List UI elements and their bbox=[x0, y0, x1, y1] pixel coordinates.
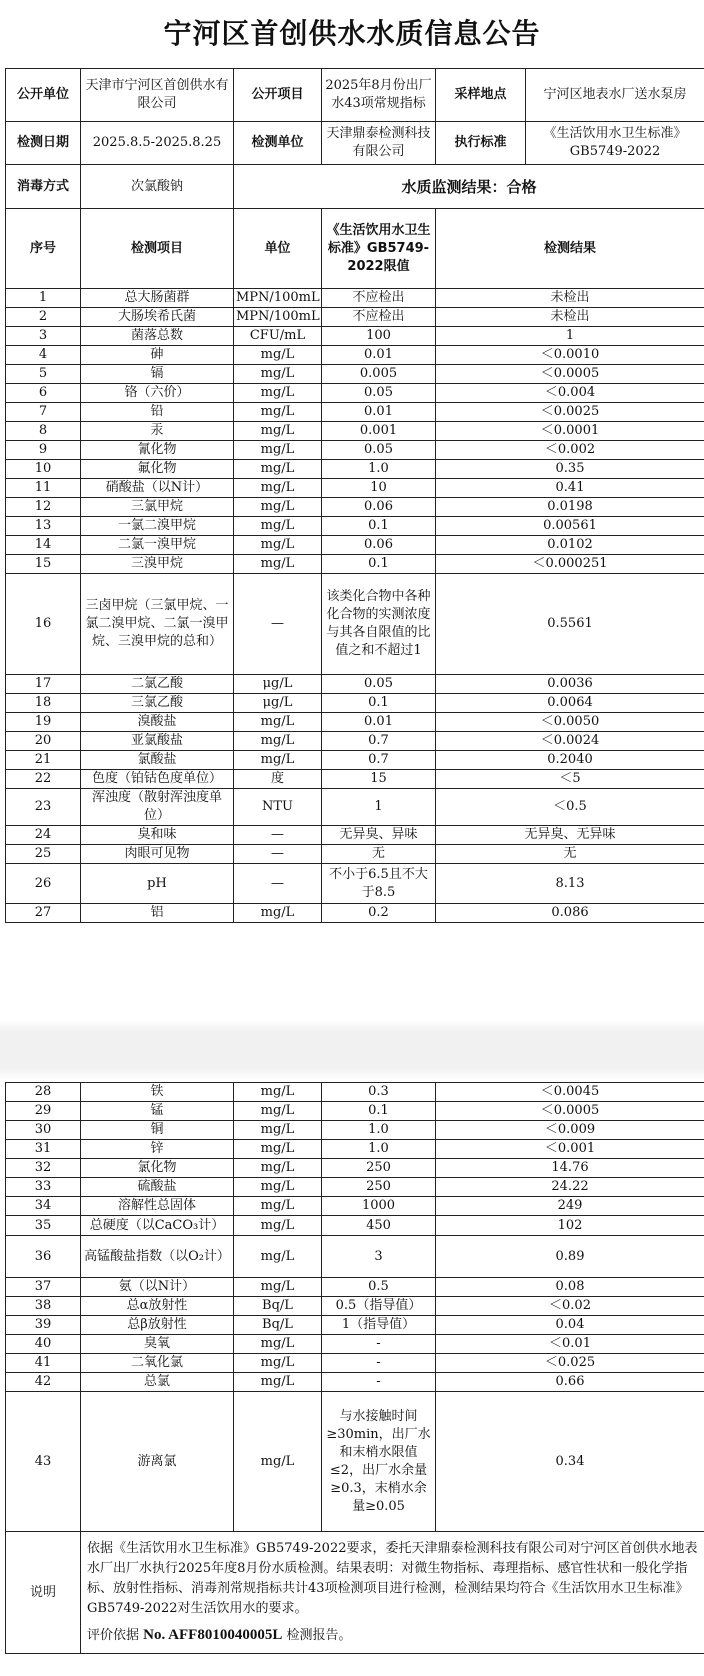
header-row-3 bbox=[6, 165, 704, 209]
table-row bbox=[6, 675, 704, 694]
cell-unit: mg/L bbox=[234, 1278, 322, 1297]
value-test-date: 2025.8.5-2025.8.25 bbox=[81, 122, 234, 165]
table-row bbox=[6, 845, 704, 864]
cell-limit: 0.5 bbox=[322, 1278, 436, 1297]
water-quality-table-part2 bbox=[5, 1082, 704, 1654]
cell-limit: 该类化合物中各种化合物的实测浓度与其各自限值的比值之和不超过1 bbox=[322, 574, 436, 675]
cell-result: 0.35 bbox=[436, 460, 704, 479]
cell-unit: — bbox=[234, 845, 322, 864]
cell-no: 24 bbox=[6, 826, 81, 845]
cell-unit: μg/L bbox=[234, 694, 322, 713]
table-row bbox=[6, 1178, 704, 1197]
table-row bbox=[6, 1159, 704, 1178]
cell-limit: 与水接触时间≥30min，出厂水和末梢水限值≤2，出厂水余量≥0.3，末梢水余量≥0.05 bbox=[322, 1392, 436, 1532]
cell-item: 臭和味 bbox=[81, 826, 234, 845]
cell-no: 28 bbox=[6, 1083, 81, 1102]
cell-unit: mg/L bbox=[234, 1178, 322, 1197]
cell-result: ＜0.025 bbox=[436, 1354, 704, 1373]
cell-no: 8 bbox=[6, 422, 81, 441]
note-report-line bbox=[87, 1625, 698, 1646]
cell-result: 0.0198 bbox=[436, 498, 704, 517]
cell-result: 0.086 bbox=[436, 904, 704, 923]
cell-no: 30 bbox=[6, 1121, 81, 1140]
cell-item: 二氯乙酸 bbox=[81, 675, 234, 694]
table-row bbox=[6, 1392, 704, 1532]
cell-no: 43 bbox=[6, 1392, 81, 1532]
cell-limit: 1000 bbox=[322, 1197, 436, 1216]
label-publish-item: 公开项目 bbox=[234, 69, 322, 122]
cell-unit: — bbox=[234, 864, 322, 904]
col-no: 序号 bbox=[6, 209, 81, 289]
cell-limit: 1（指导值） bbox=[322, 1316, 436, 1335]
cell-item: 氰化物 bbox=[81, 441, 234, 460]
table-row bbox=[6, 1197, 704, 1216]
cell-item: 氯酸盐 bbox=[81, 751, 234, 770]
cell-item: 总β放射性 bbox=[81, 1316, 234, 1335]
cell-no: 26 bbox=[6, 864, 81, 904]
table-row bbox=[6, 1102, 704, 1121]
table-row bbox=[6, 498, 704, 517]
cell-no: 20 bbox=[6, 732, 81, 751]
col-unit: 单位 bbox=[234, 209, 322, 289]
label-publish-unit: 公开单位 bbox=[6, 69, 81, 122]
note-report-prefix: 评价依据 bbox=[87, 1628, 140, 1643]
cell-unit: mg/L bbox=[234, 1373, 322, 1392]
cell-no: 34 bbox=[6, 1197, 81, 1216]
cell-unit: mg/L bbox=[234, 422, 322, 441]
cell-limit: 1 bbox=[322, 789, 436, 826]
cell-no: 19 bbox=[6, 713, 81, 732]
cell-item: 总硬度（以CaCO₃计） bbox=[81, 1216, 234, 1236]
table-row bbox=[6, 770, 704, 789]
table-row bbox=[6, 346, 704, 365]
cell-unit: mg/L bbox=[234, 1354, 322, 1373]
cell-limit: 0.3 bbox=[322, 1083, 436, 1102]
cell-unit: μg/L bbox=[234, 675, 322, 694]
cell-result: ＜0.0010 bbox=[436, 346, 704, 365]
cell-limit: 0.1 bbox=[322, 1102, 436, 1121]
cell-unit: mg/L bbox=[234, 441, 322, 460]
cell-unit: mg/L bbox=[234, 713, 322, 732]
cell-result: ＜0.0050 bbox=[436, 713, 704, 732]
table-row bbox=[6, 904, 704, 923]
cell-item: 大肠埃希氏菌 bbox=[81, 308, 234, 327]
cell-unit: mg/L bbox=[234, 555, 322, 574]
cell-unit: mg/L bbox=[234, 346, 322, 365]
value-publish-unit: 天津市宁河区首创供水有限公司 bbox=[81, 69, 234, 122]
cell-no: 35 bbox=[6, 1216, 81, 1236]
cell-result: ＜0.002 bbox=[436, 441, 704, 460]
cell-no: 13 bbox=[6, 517, 81, 536]
cell-limit: 0.1 bbox=[322, 555, 436, 574]
water-quality-table-part1 bbox=[5, 68, 704, 923]
value-disinfection: 次氯酸钠 bbox=[81, 165, 234, 209]
cell-result: ＜0.0005 bbox=[436, 1102, 704, 1121]
cell-limit: 0.001 bbox=[322, 422, 436, 441]
cell-no: 41 bbox=[6, 1354, 81, 1373]
cell-no: 3 bbox=[6, 327, 81, 346]
cell-item: 三卤甲烷（三氯甲烷、一氯二溴甲烷、二氯一溴甲烷、三溴甲烷的总和） bbox=[81, 574, 234, 675]
cell-result: 14.76 bbox=[436, 1159, 704, 1178]
col-limit: 《生活饮用水卫生标准》GB5749-2022限值 bbox=[322, 209, 436, 289]
cell-item: 菌落总数 bbox=[81, 327, 234, 346]
table-row bbox=[6, 1373, 704, 1392]
cell-result: ＜0.000251 bbox=[436, 555, 704, 574]
cell-result: 未检出 bbox=[436, 308, 704, 327]
cell-unit: mg/L bbox=[234, 1102, 322, 1121]
cell-result: 0.0064 bbox=[436, 694, 704, 713]
note-report-suffix: 检测报告。 bbox=[286, 1628, 352, 1643]
cell-no: 39 bbox=[6, 1316, 81, 1335]
cell-limit: 10 bbox=[322, 479, 436, 498]
value-publish-item: 2025年8月份出厂水43项常规指标 bbox=[322, 69, 436, 122]
cell-item: 臭氧 bbox=[81, 1335, 234, 1354]
cell-unit: mg/L bbox=[234, 1159, 322, 1178]
cell-limit: 不小于6.5且不大于8.5 bbox=[322, 864, 436, 904]
col-result: 检测结果 bbox=[436, 209, 704, 289]
table-row bbox=[6, 1354, 704, 1373]
cell-result: 0.0102 bbox=[436, 536, 704, 555]
cell-item: 溴酸盐 bbox=[81, 713, 234, 732]
cell-unit: 度 bbox=[234, 770, 322, 789]
cell-result: 无异臭、无异味 bbox=[436, 826, 704, 845]
cell-no: 14 bbox=[6, 536, 81, 555]
table-row bbox=[6, 555, 704, 574]
note-report-number: No. AFF8010040005L bbox=[143, 1627, 283, 1643]
cell-limit: 0.01 bbox=[322, 346, 436, 365]
cell-no: 32 bbox=[6, 1159, 81, 1178]
cell-limit: 250 bbox=[322, 1178, 436, 1197]
table-row bbox=[6, 422, 704, 441]
cell-item: pH bbox=[81, 864, 234, 904]
table-row bbox=[6, 327, 704, 346]
cell-limit: 1.0 bbox=[322, 1121, 436, 1140]
cell-unit: Bq/L bbox=[234, 1297, 322, 1316]
cell-unit: mg/L bbox=[234, 460, 322, 479]
table-row bbox=[6, 1121, 704, 1140]
column-header-row bbox=[6, 209, 704, 289]
table-row bbox=[6, 1236, 704, 1278]
cell-limit: - bbox=[322, 1354, 436, 1373]
table-row bbox=[6, 864, 704, 904]
cell-result: 0.0036 bbox=[436, 675, 704, 694]
table-row bbox=[6, 536, 704, 555]
cell-result: 0.00561 bbox=[436, 517, 704, 536]
cell-limit: 不应检出 bbox=[322, 308, 436, 327]
cell-item: 浑浊度（散射浑浊度单位） bbox=[81, 789, 234, 826]
cell-result: 0.66 bbox=[436, 1373, 704, 1392]
cell-item: 氟化物 bbox=[81, 460, 234, 479]
cell-no: 40 bbox=[6, 1335, 81, 1354]
cell-unit: — bbox=[234, 826, 322, 845]
table-row bbox=[6, 574, 704, 675]
cell-item: 汞 bbox=[81, 422, 234, 441]
cell-no: 36 bbox=[6, 1236, 81, 1278]
cell-no: 7 bbox=[6, 403, 81, 422]
cell-item: 氨（以N计） bbox=[81, 1278, 234, 1297]
table-row bbox=[6, 732, 704, 751]
cell-no: 27 bbox=[6, 904, 81, 923]
cell-limit: 0.1 bbox=[322, 694, 436, 713]
cell-no: 2 bbox=[6, 308, 81, 327]
label-sampling-site: 采样地点 bbox=[436, 69, 526, 122]
note-text: 依据《生活饮用水卫生标准》GB5749-2022要求，委托天津鼎泰检测科技有限公司对宁河区首创供水地表水厂出厂水执行2025年度8月份水质检测。结果表明：对微生物指标、毒理指标、感官性状和一般化学指标、放射性指标、消毒剂常规指标共计43项检测项目进行检测，检测结果均符合《生活饮用水卫生标准》GB5749-2022对生活饮用水的要求。 bbox=[87, 1541, 698, 1616]
cell-item: 三氯乙酸 bbox=[81, 694, 234, 713]
cell-unit: mg/L bbox=[234, 1392, 322, 1532]
cell-limit: 不应检出 bbox=[322, 289, 436, 308]
cell-limit: 0.7 bbox=[322, 751, 436, 770]
cell-item: 色度（铂钴色度单位） bbox=[81, 770, 234, 789]
cell-result: ＜0.5 bbox=[436, 789, 704, 826]
cell-result: 0.08 bbox=[436, 1278, 704, 1297]
table-row bbox=[6, 1335, 704, 1354]
cell-result: ＜0.0005 bbox=[436, 365, 704, 384]
col-item: 检测项目 bbox=[81, 209, 234, 289]
cell-limit: 0.01 bbox=[322, 713, 436, 732]
cell-no: 15 bbox=[6, 555, 81, 574]
header-row-1 bbox=[6, 69, 704, 122]
cell-limit: 0.05 bbox=[322, 384, 436, 403]
cell-item: 游离氯 bbox=[81, 1392, 234, 1532]
cell-result: ＜0.0001 bbox=[436, 422, 704, 441]
cell-item: 铅 bbox=[81, 403, 234, 422]
cell-item: 铝 bbox=[81, 904, 234, 923]
cell-result: 无 bbox=[436, 845, 704, 864]
cell-unit: mg/L bbox=[234, 403, 322, 422]
cell-no: 33 bbox=[6, 1178, 81, 1197]
cell-no: 17 bbox=[6, 675, 81, 694]
cell-no: 6 bbox=[6, 384, 81, 403]
label-test-unit: 检测单位 bbox=[234, 122, 322, 165]
table-row bbox=[6, 289, 704, 308]
cell-result: 8.13 bbox=[436, 864, 704, 904]
cell-limit: 450 bbox=[322, 1216, 436, 1236]
table-row bbox=[6, 365, 704, 384]
table-body-part1 bbox=[6, 289, 704, 923]
cell-unit: mg/L bbox=[234, 536, 322, 555]
cell-item: 锰 bbox=[81, 1102, 234, 1121]
cell-limit: 0.05 bbox=[322, 675, 436, 694]
cell-unit: mg/L bbox=[234, 1121, 322, 1140]
page-break bbox=[0, 1020, 704, 1080]
cell-limit: 15 bbox=[322, 770, 436, 789]
value-standard: 《生活饮用水卫生标准》GB5749-2022 bbox=[526, 122, 704, 165]
cell-no: 31 bbox=[6, 1140, 81, 1159]
header-row-2 bbox=[6, 122, 704, 165]
cell-limit: 0.05 bbox=[322, 441, 436, 460]
cell-limit: 100 bbox=[322, 327, 436, 346]
table-row bbox=[6, 479, 704, 498]
cell-item: 砷 bbox=[81, 346, 234, 365]
cell-result: 0.5561 bbox=[436, 574, 704, 675]
cell-unit: mg/L bbox=[234, 751, 322, 770]
cell-limit: 无 bbox=[322, 845, 436, 864]
cell-result: ＜0.004 bbox=[436, 384, 704, 403]
cell-result: ＜0.02 bbox=[436, 1297, 704, 1316]
cell-item: 总α放射性 bbox=[81, 1297, 234, 1316]
table-row bbox=[6, 694, 704, 713]
cell-unit: NTU bbox=[234, 789, 322, 826]
note-label: 说明 bbox=[6, 1532, 81, 1654]
cell-no: 9 bbox=[6, 441, 81, 460]
cell-item: 高锰酸盐指数（以O₂计） bbox=[81, 1236, 234, 1278]
cell-limit: 0.06 bbox=[322, 536, 436, 555]
cell-no: 25 bbox=[6, 845, 81, 864]
table-row bbox=[6, 460, 704, 479]
cell-unit: mg/L bbox=[234, 1083, 322, 1102]
cell-limit: 0.06 bbox=[322, 498, 436, 517]
cell-limit: 0.5（指导值） bbox=[322, 1297, 436, 1316]
cell-limit: 1.0 bbox=[322, 1140, 436, 1159]
cell-result: 未检出 bbox=[436, 289, 704, 308]
cell-no: 12 bbox=[6, 498, 81, 517]
cell-no: 37 bbox=[6, 1278, 81, 1297]
cell-unit: Bq/L bbox=[234, 1316, 322, 1335]
cell-result: ＜0.001 bbox=[436, 1140, 704, 1159]
table-row bbox=[6, 789, 704, 826]
cell-result: 0.41 bbox=[436, 479, 704, 498]
cell-limit: 0.005 bbox=[322, 365, 436, 384]
cell-result: 0.34 bbox=[436, 1392, 704, 1532]
cell-no: 5 bbox=[6, 365, 81, 384]
table-row bbox=[6, 1083, 704, 1102]
table-row bbox=[6, 1297, 704, 1316]
cell-result: ＜0.0045 bbox=[436, 1083, 704, 1102]
cell-result: 249 bbox=[436, 1197, 704, 1216]
label-test-date: 检测日期 bbox=[6, 122, 81, 165]
cell-limit: - bbox=[322, 1373, 436, 1392]
cell-item: 三溴甲烷 bbox=[81, 555, 234, 574]
table-row bbox=[6, 1140, 704, 1159]
cell-unit: MPN/100mL bbox=[234, 289, 322, 308]
table-row bbox=[6, 441, 704, 460]
cell-unit: mg/L bbox=[234, 1216, 322, 1236]
cell-unit: mg/L bbox=[234, 384, 322, 403]
cell-result: ＜0.009 bbox=[436, 1121, 704, 1140]
cell-item: 亚氯酸盐 bbox=[81, 732, 234, 751]
monitoring-result: 水质监测结果：合格 bbox=[234, 165, 704, 209]
table-row bbox=[6, 751, 704, 770]
cell-item: 镉 bbox=[81, 365, 234, 384]
cell-item: 硝酸盐（以N计） bbox=[81, 479, 234, 498]
cell-result: 102 bbox=[436, 1216, 704, 1236]
cell-no: 38 bbox=[6, 1297, 81, 1316]
cell-unit: CFU/mL bbox=[234, 327, 322, 346]
table-row bbox=[6, 1216, 704, 1236]
cell-item: 二氯一溴甲烷 bbox=[81, 536, 234, 555]
cell-item: 锌 bbox=[81, 1140, 234, 1159]
cell-no: 42 bbox=[6, 1373, 81, 1392]
cell-item: 硫酸盐 bbox=[81, 1178, 234, 1197]
cell-no: 4 bbox=[6, 346, 81, 365]
cell-result: 0.04 bbox=[436, 1316, 704, 1335]
table-row bbox=[6, 826, 704, 845]
label-standard: 执行标准 bbox=[436, 122, 526, 165]
cell-unit: mg/L bbox=[234, 365, 322, 384]
cell-unit: MPN/100mL bbox=[234, 308, 322, 327]
label-disinfection: 消毒方式 bbox=[6, 165, 81, 209]
cell-no: 21 bbox=[6, 751, 81, 770]
page-title: 宁河区首创供水水质信息公告 bbox=[163, 17, 541, 50]
cell-limit: 3 bbox=[322, 1236, 436, 1278]
cell-limit: - bbox=[322, 1335, 436, 1354]
cell-unit: mg/L bbox=[234, 904, 322, 923]
cell-result: ＜5 bbox=[436, 770, 704, 789]
cell-item: 溶解性总固体 bbox=[81, 1197, 234, 1216]
cell-item: 肉眼可见物 bbox=[81, 845, 234, 864]
cell-result: 24.22 bbox=[436, 1178, 704, 1197]
cell-result: 1 bbox=[436, 327, 704, 346]
cell-no: 10 bbox=[6, 460, 81, 479]
cell-no: 11 bbox=[6, 479, 81, 498]
cell-unit: mg/L bbox=[234, 1140, 322, 1159]
cell-unit: mg/L bbox=[234, 732, 322, 751]
cell-item: 总氯 bbox=[81, 1373, 234, 1392]
cell-limit: 0.1 bbox=[322, 517, 436, 536]
cell-no: 18 bbox=[6, 694, 81, 713]
cell-limit: 无异臭、异味 bbox=[322, 826, 436, 845]
cell-unit: mg/L bbox=[234, 1236, 322, 1278]
cell-item: 铬（六价） bbox=[81, 384, 234, 403]
cell-no: 16 bbox=[6, 574, 81, 675]
cell-unit: mg/L bbox=[234, 498, 322, 517]
cell-no: 22 bbox=[6, 770, 81, 789]
cell-item: 总大肠菌群 bbox=[81, 289, 234, 308]
note-row bbox=[6, 1532, 704, 1654]
cell-item: 铁 bbox=[81, 1083, 234, 1102]
cell-unit: mg/L bbox=[234, 1335, 322, 1354]
cell-limit: 0.7 bbox=[322, 732, 436, 751]
table-row bbox=[6, 713, 704, 732]
cell-result: ＜0.0025 bbox=[436, 403, 704, 422]
cell-no: 1 bbox=[6, 289, 81, 308]
cell-item: 一氯二溴甲烷 bbox=[81, 517, 234, 536]
cell-limit: 0.2 bbox=[322, 904, 436, 923]
cell-unit: mg/L bbox=[234, 1197, 322, 1216]
cell-unit: mg/L bbox=[234, 517, 322, 536]
value-test-unit: 天津鼎泰检测科技有限公司 bbox=[322, 122, 436, 165]
cell-result: ＜0.01 bbox=[436, 1335, 704, 1354]
cell-item: 二氧化氯 bbox=[81, 1354, 234, 1373]
cell-limit: 250 bbox=[322, 1159, 436, 1178]
cell-limit: 0.01 bbox=[322, 403, 436, 422]
cell-result: 0.89 bbox=[436, 1236, 704, 1278]
table-row bbox=[6, 384, 704, 403]
cell-unit: — bbox=[234, 574, 322, 675]
table-body-part2 bbox=[6, 1083, 704, 1532]
table-row bbox=[6, 517, 704, 536]
table-row bbox=[6, 308, 704, 327]
cell-result: 0.2040 bbox=[436, 751, 704, 770]
note-cell bbox=[81, 1532, 704, 1654]
table-row bbox=[6, 1316, 704, 1335]
table-row bbox=[6, 1278, 704, 1297]
cell-no: 23 bbox=[6, 789, 81, 826]
cell-item: 三氯甲烷 bbox=[81, 498, 234, 517]
cell-limit: 1.0 bbox=[322, 460, 436, 479]
cell-result: ＜0.0024 bbox=[436, 732, 704, 751]
cell-item: 铜 bbox=[81, 1121, 234, 1140]
table-row bbox=[6, 403, 704, 422]
cell-no: 29 bbox=[6, 1102, 81, 1121]
value-sampling-site: 宁河区地表水厂送水泵房 bbox=[526, 69, 704, 122]
cell-item: 氯化物 bbox=[81, 1159, 234, 1178]
cell-unit: mg/L bbox=[234, 479, 322, 498]
